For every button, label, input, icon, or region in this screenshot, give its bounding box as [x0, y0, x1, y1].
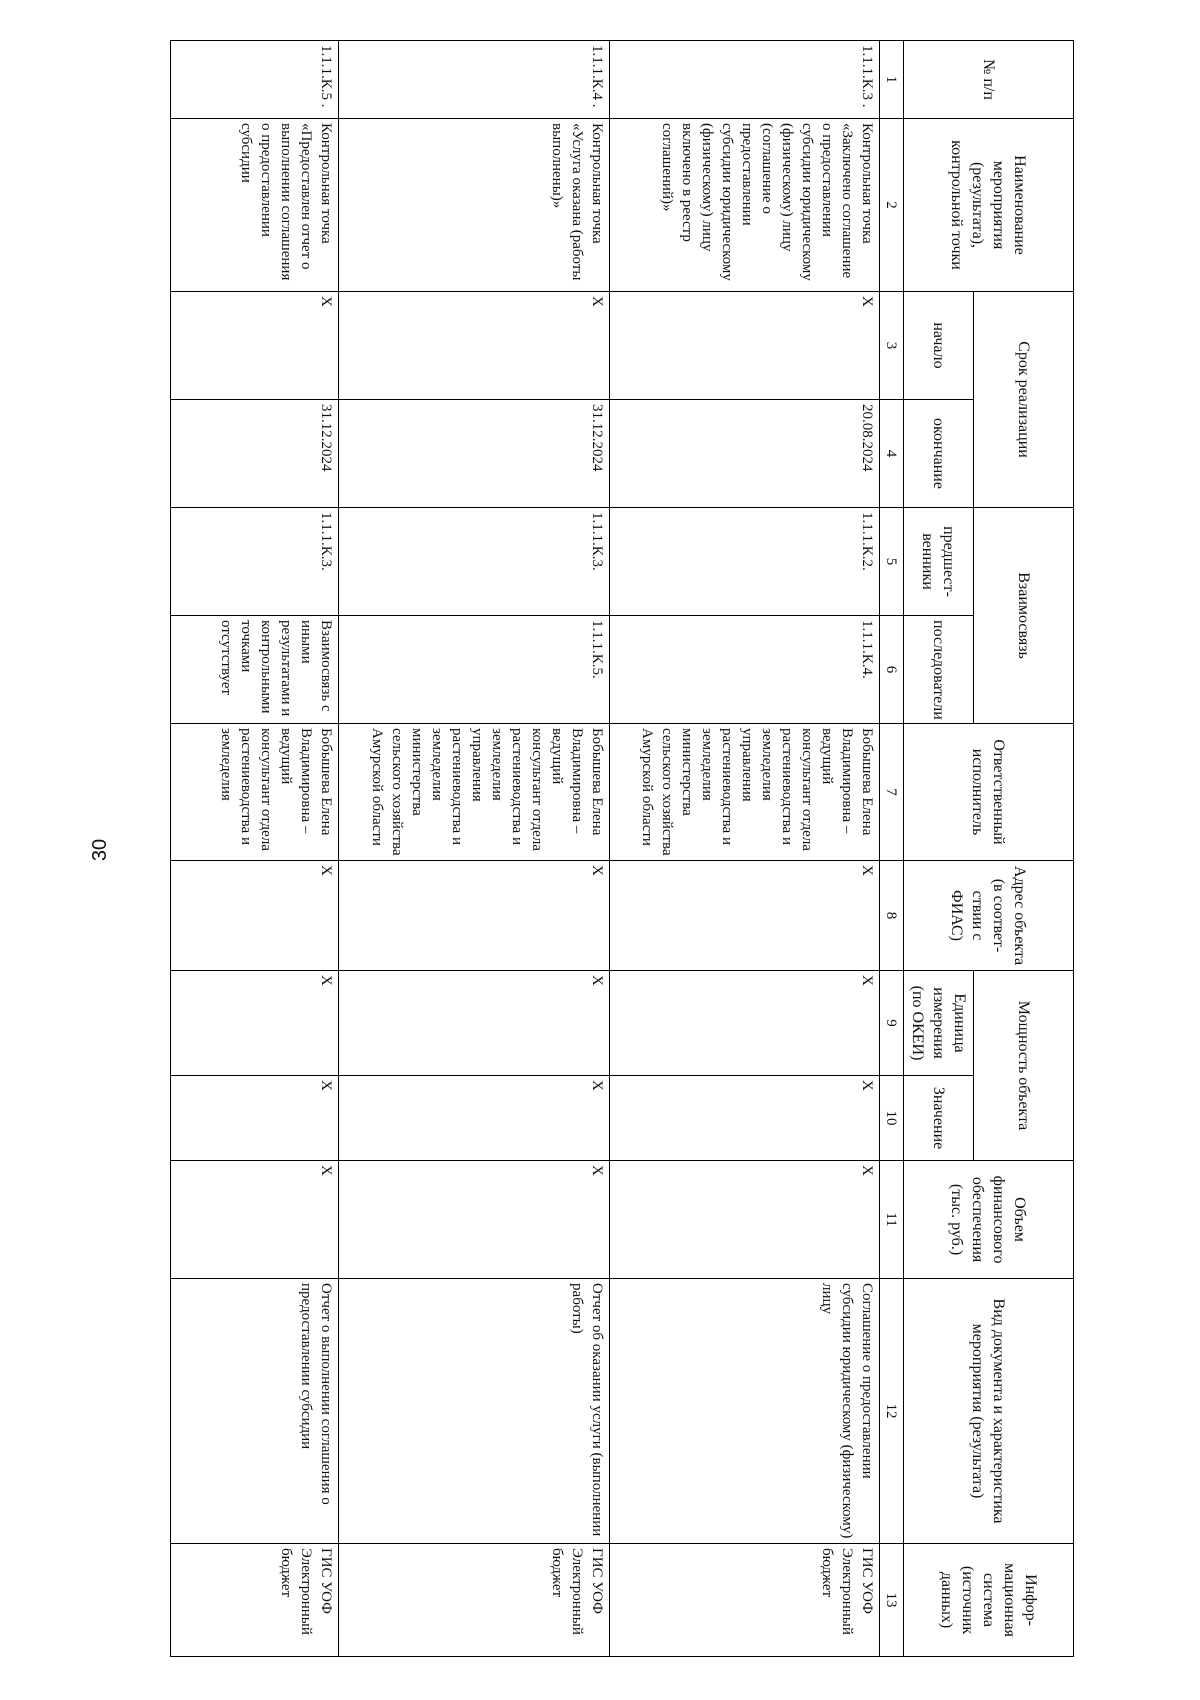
- column-number: 10: [879, 1076, 903, 1161]
- row-successors: Взаимосвязь с иными результатами и контрольными точками отсутствует: [171, 616, 339, 724]
- row-address: Х: [339, 861, 609, 971]
- column-number: 1: [879, 41, 903, 119]
- row-predecessors: 1.1.1.К.3.: [171, 508, 339, 616]
- row-doc-type: Соглашение о предоставлении субсидии юридическому (физическому) лицу: [609, 1279, 879, 1544]
- header-start: начало: [904, 292, 974, 400]
- row-name: Контрольная точка «Заключено соглашение о предоставлении субсидии юридическому (физическому) лицу (соглашение о предоставлении субсидии юридическому (физическому) лицу включено в реестр соглашений)»: [609, 119, 879, 292]
- header-responsible: Ответственный исполнитель: [904, 724, 1074, 861]
- row-finance: Х: [339, 1161, 609, 1279]
- row-predecessors: 1.1.1.К.2.: [609, 508, 879, 616]
- row-start: Х: [171, 292, 339, 400]
- row-unit: Х: [171, 971, 339, 1076]
- rotated-table-container: [170, 40, 1074, 1656]
- page-number: 30: [89, 838, 111, 862]
- header-end: окончание: [904, 400, 974, 508]
- row-info-system: ГИС УОФ Электронный бюджет: [339, 1544, 609, 1657]
- row-start: Х: [609, 292, 879, 400]
- control-points-table: [170, 40, 1074, 1657]
- table-row: [171, 41, 339, 1657]
- row-responsible: Бобышева Елена Владимировна – ведущий консультант отдела растениеводства и земледелия управления растениеводства и земледелия министерства сельского хозяйства Амурской области: [339, 724, 609, 861]
- row-value: Х: [171, 1076, 339, 1161]
- row-info-system: ГИС УОФ Электронный бюджет: [609, 1544, 879, 1657]
- row-successors: 1.1.1.К.5.: [339, 616, 609, 724]
- row-end: 31.12.2024: [339, 400, 609, 508]
- row-doc-type: Отчет о выполнении соглашения о предоставлении субсидии: [171, 1279, 339, 1544]
- row-responsible: Бобышева Елена Владимировна – ведущий консультант отдела растениеводства и земледелия управления растениеводства и земледелия министерства сельского хозяйства Амурской области: [609, 724, 879, 861]
- row-unit: Х: [339, 971, 609, 1076]
- header-successors: последователи: [904, 616, 974, 724]
- header-unit: Единица измерения (по ОКЕИ): [904, 971, 974, 1076]
- header-finance: Объем финансового обеспечения (тыс. руб.): [904, 1161, 1074, 1279]
- row-no: 1.1.1.К.3 .: [609, 41, 879, 119]
- column-number: 9: [879, 971, 903, 1076]
- row-no: 1.1.1.К.5 .: [171, 41, 339, 119]
- row-name: Контрольная точка «Услуга оказана (работы выполнены)»: [339, 119, 609, 292]
- row-predecessors: 1.1.1.К.3.: [339, 508, 609, 616]
- row-info-system: ГИС УОФ Электронный бюджет: [171, 1544, 339, 1657]
- header-address: Адрес объекта (в соответ-ствии с ФИАС): [904, 861, 1074, 971]
- header-capacity: Мощность объекта: [974, 971, 1074, 1161]
- column-number: 6: [879, 616, 903, 724]
- row-value: Х: [609, 1076, 879, 1161]
- column-number-row: [879, 41, 903, 1657]
- column-number: 8: [879, 861, 903, 971]
- table-row: [339, 41, 609, 1657]
- column-number: 13: [879, 1544, 903, 1657]
- row-unit: Х: [609, 971, 879, 1076]
- header-doc-type: Вид документа и характеристика мероприятия (результата): [904, 1279, 1074, 1544]
- header-value: Значение: [904, 1076, 974, 1161]
- header-row-1: [974, 41, 1074, 1657]
- column-number: 12: [879, 1279, 903, 1544]
- header-link: Взаимосвязь: [974, 508, 1074, 724]
- row-address: Х: [171, 861, 339, 971]
- header-no: № п/п: [904, 41, 1074, 119]
- row-finance: Х: [609, 1161, 879, 1279]
- row-end: 31.12.2024: [171, 400, 339, 508]
- row-value: Х: [339, 1076, 609, 1161]
- table-row: [609, 41, 879, 1657]
- row-start: Х: [339, 292, 609, 400]
- column-number: 2: [879, 119, 903, 292]
- header-deadline: Срок реализации: [974, 292, 1074, 508]
- row-doc-type: Отчет об оказании услуги (выполнении работы): [339, 1279, 609, 1544]
- row-successors: 1.1.1.К.4.: [609, 616, 879, 724]
- row-address: Х: [609, 861, 879, 971]
- row-name: Контрольная точка «Предоставлен отчет о выполнении соглашения о предоставлении субсидии: [171, 119, 339, 292]
- column-number: 11: [879, 1161, 903, 1279]
- row-no: 1.1.1.К.4 .: [339, 41, 609, 119]
- row-end: 20.08.2024: [609, 400, 879, 508]
- column-number: 5: [879, 508, 903, 616]
- column-number: 4: [879, 400, 903, 508]
- column-number: 3: [879, 292, 903, 400]
- row-finance: Х: [171, 1161, 339, 1279]
- header-predecessors: предшест-венники: [904, 508, 974, 616]
- column-number: 7: [879, 724, 903, 861]
- row-responsible: Бобышева Елена Владимировна – ведущий консультант отдела растениеводства и земледелия: [171, 724, 339, 861]
- header-info-system: Инфор-мационная система (источник данных): [904, 1544, 1074, 1657]
- header-name: Наименование мероприятия (результата), контрольной точки: [904, 119, 1074, 292]
